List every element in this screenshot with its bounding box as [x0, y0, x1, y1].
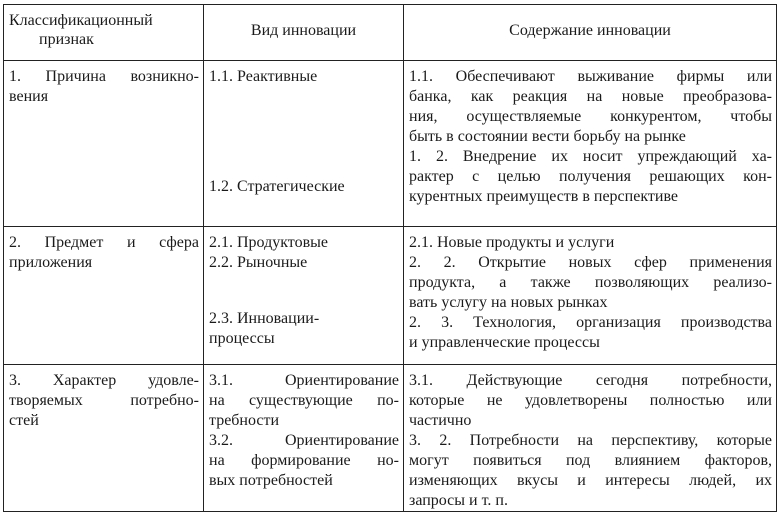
- header-criterion-line: Классификационный: [9, 12, 153, 29]
- content-line: 1. 2. Внедрение их носит упреждающий ха-: [409, 148, 772, 165]
- type-item: на формирование но-: [209, 452, 399, 469]
- type-item: 1.1. Реактивные: [209, 68, 318, 85]
- row2-content: [404, 227, 777, 365]
- type-item: 2.2. Рыночные: [209, 254, 308, 271]
- content-line: курентных преимуществ в перспективе: [409, 188, 678, 205]
- header-criterion: [4, 5, 204, 61]
- content-line: 2. 2. Открытие новых сфер применения: [409, 254, 772, 271]
- row2-types: [204, 227, 404, 365]
- content-line: изменяющих вкусы и интересы людей, их: [409, 472, 772, 489]
- content-line: продукта, а также позволяющих реализо-: [409, 274, 772, 291]
- content-line: которые не удовлетворены полностью или: [409, 392, 772, 409]
- type-item: на существующие по-: [209, 392, 399, 409]
- innovation-classification-table: [3, 4, 777, 512]
- header-type: [204, 5, 404, 61]
- type-item: 3.2. Ориентирование: [209, 432, 399, 449]
- criterion-line: 3. Характер удовле-: [9, 372, 199, 389]
- table-row: [4, 365, 777, 512]
- content-line: рактер с целью получения решающих кон-: [409, 168, 772, 185]
- type-item: процессы: [209, 330, 275, 347]
- content-line: ния, осуществляемые конкурентом, чтобы: [409, 108, 772, 125]
- criterion-line: вения: [9, 88, 49, 105]
- content-line: частично: [409, 412, 472, 429]
- content-line: банка, как реакция на новые преобразова-: [409, 88, 772, 105]
- criterion-line: приложения: [9, 254, 93, 271]
- content-line: 3. 2. Потребности на перспективу, которые: [409, 432, 772, 449]
- content-line: и управленческие процессы: [409, 334, 600, 351]
- row2-criterion: [4, 227, 204, 365]
- header-criterion-line: признак: [39, 31, 94, 48]
- type-item: 2.3. Инновации-: [209, 310, 320, 327]
- row3-types: [204, 365, 404, 512]
- table-row: [4, 61, 777, 227]
- type-item: 1.2. Стратегические: [209, 178, 345, 195]
- criterion-line: 2. Предмет и сфера: [9, 234, 199, 251]
- row1-content: [404, 61, 777, 227]
- criterion-line: стей: [9, 412, 39, 429]
- type-item: 2.1. Продуктовые: [209, 234, 328, 251]
- content-line: 2.1. Новые продукты и услуги: [409, 234, 615, 251]
- row3-criterion: [4, 365, 204, 512]
- content-line: 2. 3. Технология, организация производства: [409, 314, 772, 331]
- content-line: запросы и т. п.: [409, 492, 508, 509]
- type-item: 3.1. Ориентирование: [209, 372, 399, 389]
- content-line: 3.1. Действующие сегодня потребности,: [409, 372, 772, 389]
- table-header-row: [4, 5, 777, 61]
- row1-types: [204, 61, 404, 227]
- header-type-label: Вид инновации: [250, 22, 357, 39]
- type-item: вых потребностей: [209, 472, 333, 489]
- row1-criterion: [4, 61, 204, 227]
- content-line: могут появиться под влиянием факторов,: [409, 452, 772, 469]
- row3-content: [404, 365, 777, 512]
- header-content: [404, 5, 777, 61]
- content-line: быть в состоянии вести борьбу на рынке: [409, 128, 686, 145]
- criterion-line: творяемых потребно-: [9, 392, 199, 409]
- type-item: требности: [209, 412, 280, 429]
- content-line: вать услугу на новых рынках: [409, 294, 608, 311]
- header-content-label: Содержание инновации: [509, 22, 671, 39]
- table-row: [4, 227, 777, 365]
- content-line: 1.1. Обеспечивают выживание фирмы или: [409, 68, 772, 85]
- criterion-line: 1. Причина возникно-: [9, 68, 199, 85]
